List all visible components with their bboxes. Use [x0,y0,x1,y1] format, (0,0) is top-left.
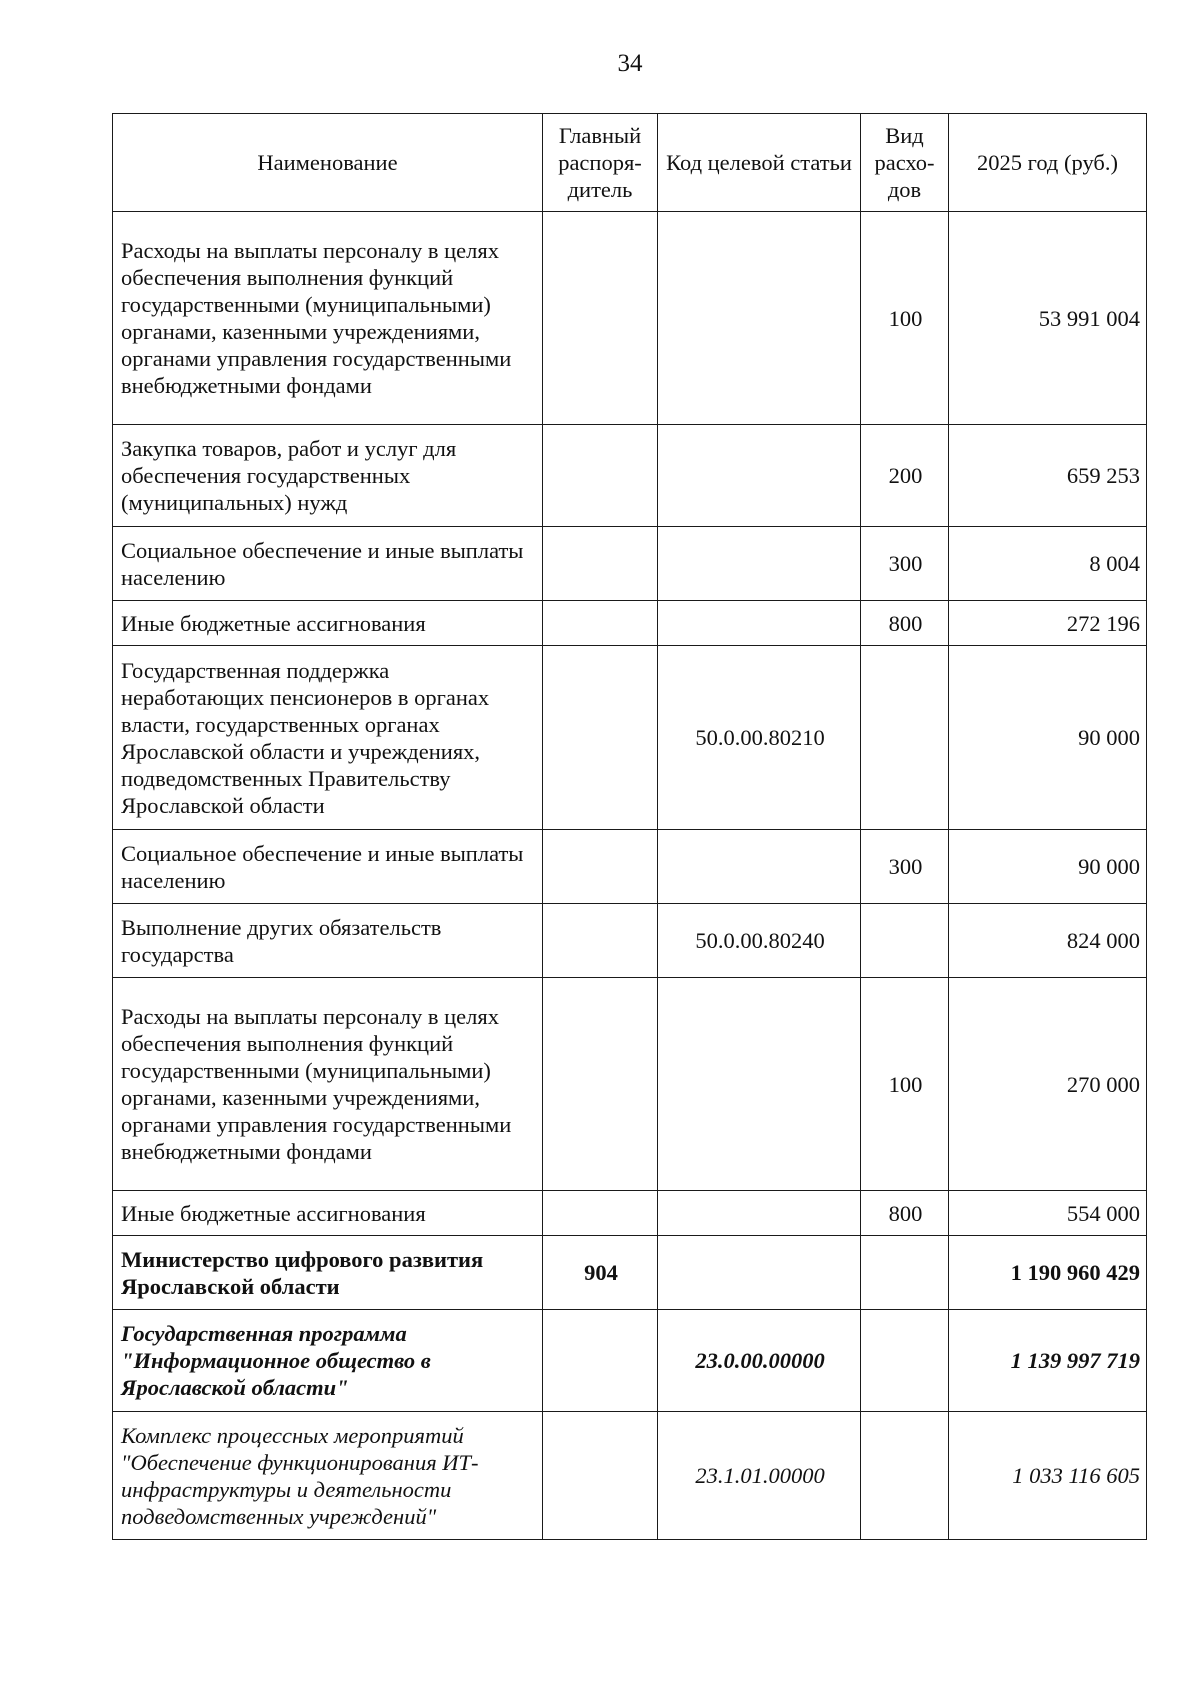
cell-name: Министерство цифрового развития Ярославской области [113,1236,543,1310]
table-header-row [113,114,1147,212]
cell-code [658,527,861,601]
cell-vid [861,1412,949,1540]
header-sum: 2025 год (руб.) [949,114,1147,212]
cell-code: 50.0.00.80210 [658,646,861,830]
cell-name: Закупка товаров, работ и услуг для обеспечения государственных (муниципальных) нужд [113,425,543,527]
table-body [113,212,1147,1540]
cell-sum: 270 000 [949,978,1147,1191]
cell-vid: 300 [861,830,949,904]
page-number: 34 [617,50,643,77]
cell-glavny [543,1191,658,1236]
cell-code [658,425,861,527]
cell-glavny [543,978,658,1191]
header-code: Код целевой статьи [658,114,861,212]
cell-vid [861,646,949,830]
header-name: Наименование [113,114,543,212]
cell-sum: 8 004 [949,527,1147,601]
header-glavny: Главный распоря-дитель [543,114,658,212]
cell-name: Расходы на выплаты персоналу в целях обеспечения выполнения функций государственными (муниципальными) органами, казенными учреждениями, органами управления государственными внебюджетными фондами [113,212,543,425]
cell-code [658,978,861,1191]
cell-glavny [543,830,658,904]
cell-sum: 824 000 [949,904,1147,978]
table-row [113,425,1147,527]
cell-glavny [543,425,658,527]
cell-name: Иные бюджетные ассигнования [113,601,543,646]
cell-vid: 100 [861,978,949,1191]
cell-glavny [543,1310,658,1412]
cell-sum: 1 190 960 429 [949,1236,1147,1310]
cell-sum: 554 000 [949,1191,1147,1236]
cell-code: 23.1.01.00000 [658,1412,861,1540]
table-row [113,527,1147,601]
cell-name: Иные бюджетные ассигнования [113,1191,543,1236]
cell-vid [861,1236,949,1310]
cell-glavny [543,527,658,601]
cell-glavny [543,1412,658,1540]
cell-glavny [543,904,658,978]
cell-name: Расходы на выплаты персоналу в целях обеспечения выполнения функций государственными (муниципальными) органами, казенными учреждениями, органами управления государственными внебюджетными фондами [113,978,543,1191]
cell-vid [861,904,949,978]
cell-vid: 200 [861,425,949,527]
header-vid: Вид расхо-дов [861,114,949,212]
cell-code [658,1236,861,1310]
table-row [113,646,1147,830]
cell-code [658,830,861,904]
cell-sum: 1 139 997 719 [949,1310,1147,1412]
table-row [113,904,1147,978]
table-row [113,830,1147,904]
cell-name: Выполнение других обязательств государства [113,904,543,978]
table-row [113,1310,1147,1412]
table-row [113,1191,1147,1236]
cell-vid: 800 [861,601,949,646]
cell-name: Социальное обеспечение и иные выплаты населению [113,527,543,601]
cell-name: Комплекс процессных мероприятий "Обеспечение функционирования ИТ-инфраструктуры и деятельности подведомственных учреждений" [113,1412,543,1540]
cell-code [658,601,861,646]
cell-sum: 90 000 [949,646,1147,830]
cell-glavny [543,646,658,830]
cell-sum: 90 000 [949,830,1147,904]
table-row [113,601,1147,646]
cell-glavny: 904 [543,1236,658,1310]
cell-sum: 659 253 [949,425,1147,527]
cell-code [658,212,861,425]
cell-vid [861,1310,949,1412]
cell-sum: 53 991 004 [949,212,1147,425]
cell-sum: 272 196 [949,601,1147,646]
budget-table [112,113,1147,1540]
cell-code [658,1191,861,1236]
cell-name: Социальное обеспечение и иные выплаты населению [113,830,543,904]
cell-name: Государственная программа "Информационное общество в Ярославской области" [113,1310,543,1412]
cell-code: 50.0.00.80240 [658,904,861,978]
cell-glavny [543,601,658,646]
table-row [113,212,1147,425]
cell-code: 23.0.00.00000 [658,1310,861,1412]
table-row [113,1412,1147,1540]
cell-name: Государственная поддержка неработающих пенсионеров в органах власти, государственных органах Ярославской области и учреждениях, подведомственных Правительству Ярославской области [113,646,543,830]
cell-vid: 300 [861,527,949,601]
table-row [113,978,1147,1191]
table-row [113,1236,1147,1310]
cell-vid: 100 [861,212,949,425]
cell-vid: 800 [861,1191,949,1236]
cell-sum: 1 033 116 605 [949,1412,1147,1540]
cell-glavny [543,212,658,425]
